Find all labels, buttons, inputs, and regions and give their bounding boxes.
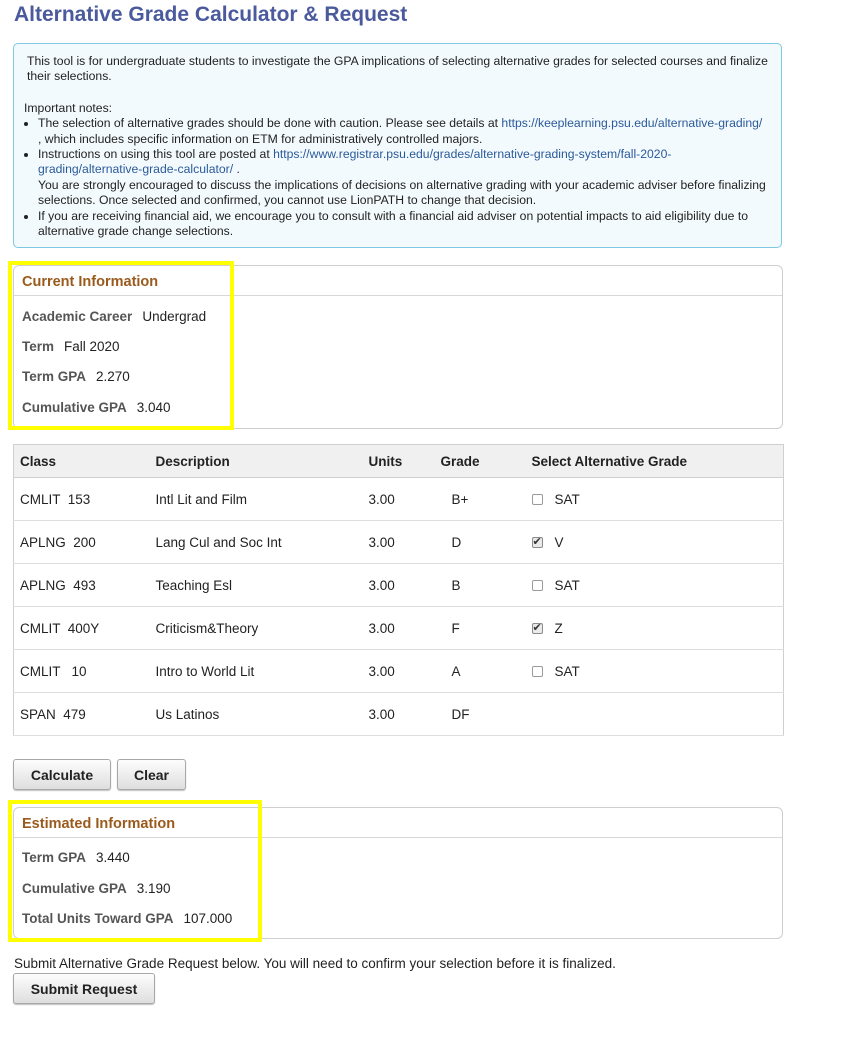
alternative-grade-label: SAT	[554, 663, 580, 679]
class-cell: APLNG 493	[14, 564, 150, 607]
alternative-grade-checkbox[interactable]	[532, 623, 543, 634]
academic-career-label: Academic Career	[22, 309, 133, 324]
estimated-cumulative-gpa-row	[22, 881, 171, 896]
alternative-grade-label: V	[554, 534, 564, 550]
units-cell: 3.00	[363, 650, 435, 693]
class-cell: SPAN 479	[14, 693, 150, 736]
classes-table	[13, 444, 784, 736]
units-cell: 3.00	[363, 607, 435, 650]
term-gpa-value: 2.270	[96, 369, 130, 384]
estimated-cumulative-gpa-value: 3.190	[136, 881, 171, 896]
description-cell: Intl Lit and Film	[150, 478, 363, 521]
cumulative-gpa-value: 3.040	[136, 400, 171, 415]
alternative-grade-checkbox[interactable]	[532, 537, 543, 548]
notice-intro: This tool is for undergraduate students to investigate the GPA implications of selecting alternative grades for selected courses and finalize their selections.	[27, 54, 768, 84]
total-units-label: Total Units Toward GPA	[22, 911, 174, 926]
table-row	[14, 564, 784, 607]
description-cell: Teaching Esl	[150, 564, 363, 607]
page-title: Alternative Grade Calculator & Request	[14, 3, 408, 26]
term-gpa-label: Term GPA	[22, 369, 87, 384]
term-row	[22, 339, 120, 354]
instructions-link[interactable]: https://www.registrar.psu.edu/grades/alternative-grading-system/fall-2020-grading/alternative-grade-calculator/	[38, 147, 672, 177]
description-cell: Lang Cul and Soc Int	[150, 521, 363, 564]
table-row	[14, 693, 784, 736]
alternative-grade-cell	[526, 478, 784, 521]
notice-text: If you are receiving financial aid, we encourage you to consult with a financial aid adviser on potential impacts to aid eligibility due to alternative grade change selections.	[38, 208, 748, 239]
submit-request-button[interactable]: Submit Request	[13, 973, 155, 1004]
estimated-cumulative-gpa-label: Cumulative GPA	[22, 881, 127, 896]
estimated-term-gpa-value: 3.440	[96, 850, 130, 865]
notice-text: Instructions on using this tool are posted at	[38, 147, 274, 162]
estimated-term-gpa-row	[22, 850, 130, 865]
notice-item	[38, 147, 769, 209]
estimated-term-gpa-label: Term GPA	[22, 850, 87, 865]
notice-notes-title: Important notes:	[24, 100, 113, 115]
table-row	[14, 607, 784, 650]
clear-button[interactable]: Clear	[117, 759, 186, 790]
description-cell: Intro to World Lit	[150, 650, 363, 693]
total-units-row	[22, 911, 232, 926]
alternative-grade-checkbox[interactable]	[532, 666, 543, 677]
class-cell: CMLIT 153	[14, 478, 150, 521]
academic-career-value: Undergrad	[142, 309, 207, 324]
current-information-header: Current Information	[14, 266, 782, 296]
cumulative-gpa-label: Cumulative GPA	[22, 400, 127, 415]
description-cell: Us Latinos	[150, 693, 363, 736]
table-row	[14, 521, 784, 564]
alternative-grade-cell	[526, 650, 784, 693]
grade-cell: DF	[435, 693, 526, 736]
notice-item	[38, 209, 769, 240]
alternative-grade-label: SAT	[554, 577, 580, 593]
alternative-grade-checkbox[interactable]	[532, 494, 543, 505]
alternative-grade-cell	[526, 521, 784, 564]
notice-text: .	[233, 162, 240, 177]
column-header-grade: Grade	[435, 445, 526, 478]
alternative-grade-cell	[526, 607, 784, 650]
submit-instructions: Submit Alternative Grade Request below. You will need to confirm your selection before it is finalized.	[14, 956, 616, 971]
alternative-grade-label: Z	[554, 620, 563, 636]
alternative-grade-label: SAT	[554, 491, 580, 507]
column-header-class: Class	[14, 445, 150, 478]
alternative-grading-link[interactable]: https://keeplearning.psu.edu/alternative-grading/	[501, 116, 763, 131]
units-cell: 3.00	[363, 478, 435, 521]
alternative-grade-cell	[526, 564, 784, 607]
class-cell: APLNG 200	[14, 521, 150, 564]
table-row	[14, 650, 784, 693]
total-units-value: 107.000	[183, 911, 233, 926]
class-cell: CMLIT 400Y	[14, 607, 150, 650]
units-cell: 3.00	[363, 521, 435, 564]
column-header-description: Description	[150, 445, 363, 478]
notice-item	[38, 116, 769, 147]
info-notice	[13, 43, 782, 248]
grade-cell: B	[435, 564, 526, 607]
grade-cell: F	[435, 607, 526, 650]
description-cell: Criticism&Theory	[150, 607, 363, 650]
table-row	[14, 478, 784, 521]
term-label: Term	[22, 339, 55, 354]
table-header-row	[14, 445, 784, 478]
cumulative-gpa-row	[22, 400, 171, 415]
notice-text: The selection of alternative grades should be done with caution. Please see details at	[38, 116, 502, 131]
grade-cell: B+	[435, 478, 526, 521]
term-value: Fall 2020	[64, 339, 120, 354]
notice-text: , which includes specific information on ETM for administratively controlled majors.	[38, 131, 483, 146]
estimated-information-header: Estimated Information	[14, 808, 782, 838]
alternative-grade-checkbox[interactable]	[532, 580, 543, 591]
units-cell: 3.00	[363, 693, 435, 736]
current-information-panel	[13, 265, 783, 429]
column-header-units: Units	[363, 445, 435, 478]
term-gpa-row	[22, 369, 130, 384]
grade-cell: D	[435, 521, 526, 564]
notice-text: You are strongly encouraged to discuss the implications of decisions on alternative grading with your academic adviser before finalizing selections. Once selected and confirmed, you cannot use LionPATH to change that decision.	[38, 177, 766, 208]
calculate-button[interactable]: Calculate	[13, 759, 111, 790]
alternative-grade-cell	[526, 693, 784, 736]
notice-list	[24, 116, 769, 239]
units-cell: 3.00	[363, 564, 435, 607]
grade-cell: A	[435, 650, 526, 693]
column-header-alternative-grade: Select Alternative Grade	[526, 445, 784, 478]
estimated-information-panel	[13, 807, 783, 939]
class-cell: CMLIT 10	[14, 650, 150, 693]
academic-career-row	[22, 309, 206, 324]
